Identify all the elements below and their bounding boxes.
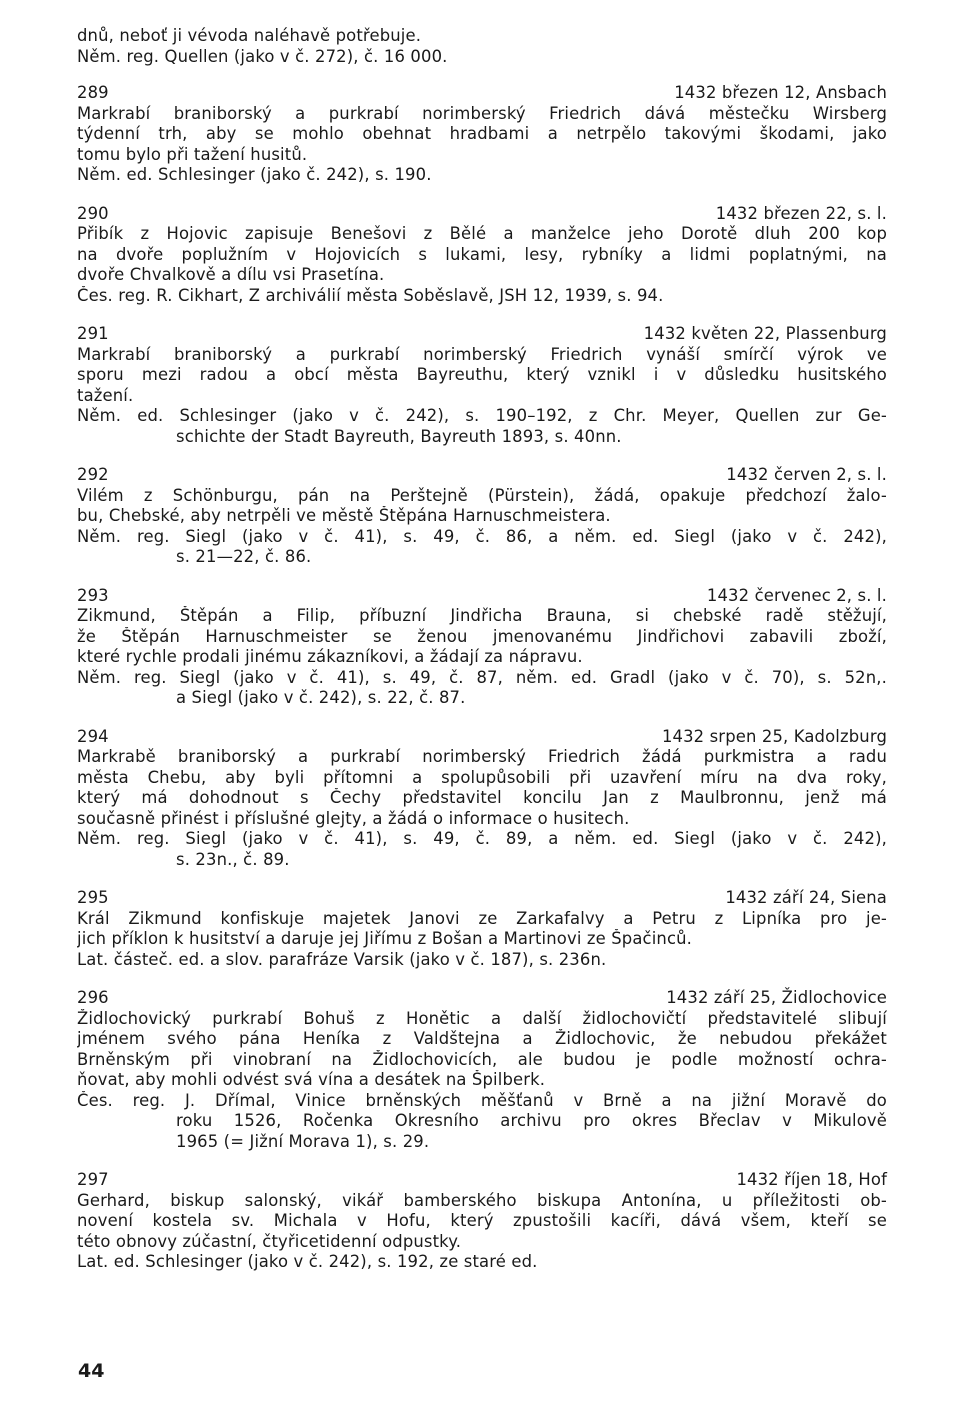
- entries-list: [77, 83, 887, 1273]
- entry-reference-line: Čes. reg. J. Dřímal, Vinice brněnských měšťanů v Brně a na jižní Moravě do: [77, 1090, 887, 1110]
- entry-body-line: jich příklon k husitství a daruje jej Jiřímu z Bošan a Martinovi ze Špačinců.: [77, 929, 693, 948]
- entry-body: [77, 1009, 887, 1091]
- entry-header: [77, 727, 887, 748]
- entry-body-line: Zikmund, Štěpán a Filip, příbuzní Jindřicha Brauna, si chebské radě stěžují,: [77, 606, 887, 625]
- entry-body-line: Markrabě braniborský a purkrabí norimberský Friedrich žádá purkmistra a radu: [77, 747, 887, 766]
- entry-number: 293: [77, 585, 109, 605]
- entry-number: 296: [77, 988, 109, 1007]
- entry-body-line: že Štěpán Harnuschmeister se ženou jmenovanému Jindřichovi zabavili zboží,: [77, 626, 887, 646]
- entry-date-place: 1432 červen 2, s. l.: [726, 465, 887, 484]
- regest-entry: [77, 83, 887, 186]
- entry-date-place: 1432 říjen 18, Hof: [736, 1170, 887, 1189]
- entry-body-line: Gerhard, biskup salonský, vikář bamberského biskupa Antonína, u příležitosti ob-: [77, 1190, 887, 1210]
- entry-body-line: dvoře Chvalkově a dílu vsi Prasetína.: [77, 265, 385, 284]
- entry-date-place: 1432 březen 12, Ansbach: [674, 83, 887, 102]
- entry-reference-line: a Siegl (jako v č. 242), s. 22, č. 87.: [176, 688, 466, 707]
- entry-body-line: Vilém z Schönburgu, pán na Perštejně (Pürstein), žádá, opakuje předchozí žalo-: [77, 485, 887, 505]
- entry-reference-line: Něm. ed. Schlesinger (jako č. 242), s. 190.: [77, 165, 432, 184]
- entry-body: [77, 345, 887, 407]
- entry-body-line: které rychle prodali jinému zákazníkovi, a žádají za nápravu.: [77, 647, 583, 666]
- entry-number: 295: [77, 888, 109, 907]
- entry-date-place: 1432 březen 22, s. l.: [715, 203, 887, 223]
- entry-number: 292: [77, 465, 109, 484]
- entry-reference-line: Něm. reg. Siegl (jako v č. 41), s. 49, č. 89, a něm. ed. Siegl (jako v č. 242),: [77, 829, 887, 848]
- entry-date-place: 1432 květen 22, Plassenburg: [643, 324, 887, 343]
- intro-text: [77, 26, 887, 67]
- entry-references: [77, 165, 887, 186]
- regest-entry: [77, 586, 887, 709]
- entry-body-line: novení kostela sv. Michala v Hofu, který zpustošili kacíři, dává všem, kteří se: [77, 1211, 887, 1230]
- entry-reference-line: 1965 (= Jižní Morava 1), s. 29.: [176, 1131, 430, 1151]
- entry-body-line: bu, Chebské, aby netrpěli ve městě Štěpána Harnuschmeistera.: [77, 506, 611, 525]
- entry-references: [77, 406, 887, 447]
- entry-header: [77, 1170, 887, 1191]
- entry-body: [77, 606, 887, 668]
- entry-body-line: který má dohodnout s Čechy představitel koncilu Jan z Maulbronnu, jenž má: [77, 788, 887, 807]
- regest-entry: [77, 204, 887, 307]
- entry-body-line: Přibík z Hojovic zapisuje Benešovi z Bělé a manželce jeho Dorotě dluh 200 kop: [77, 224, 887, 243]
- entry-references: [77, 668, 887, 709]
- entry-body-line: Brněnským při vinobraní na Židlochovicích, ale budou je podle možností ochra-: [77, 1049, 887, 1069]
- entry-body-line: sporu mezi radou a obcí města Bayreuthu, který vznikl i v důsledku husitského: [77, 365, 887, 384]
- intro-line: dnů, neboť ji vévoda naléhavě potřebuje.: [77, 26, 422, 45]
- entry-references: [77, 1091, 887, 1153]
- entry-header: [77, 204, 887, 225]
- page-number: 44: [78, 1360, 105, 1382]
- entry-date-place: 1432 září 24, Siena: [725, 888, 887, 907]
- entry-reference-line: roku 1526, Ročenka Okresního archivu pro okres Břeclav v Mikulově: [176, 1111, 887, 1130]
- entry-body: [77, 1191, 887, 1253]
- entry-reference-line: Něm. ed. Schlesinger (jako v č. 242), s. 190–192, z Chr. Meyer, Quellen zur Ge-: [77, 406, 887, 425]
- regest-entry: [77, 324, 887, 447]
- entry-body: [77, 747, 887, 829]
- entry-reference-line: Něm. reg. Siegl (jako v č. 41), s. 49, č. 87, něm. ed. Gradl (jako v č. 70), s. 52n,.: [77, 667, 887, 687]
- entry-header: [77, 83, 887, 104]
- entry-header: [77, 324, 887, 345]
- entry-body-line: Markrabí braniborský a purkrabí norimberský Friedrich vynáší smírčí výrok ve: [77, 344, 887, 364]
- entry-body: [77, 224, 887, 286]
- entry-body: [77, 104, 887, 166]
- entry-body-line: tomu bylo při tažení husitů.: [77, 144, 308, 164]
- entry-references: [77, 950, 887, 971]
- entry-body: [77, 486, 887, 527]
- entry-body-line: ňovat, aby mohli odvést svá vína a desátek na Špilberk.: [77, 1070, 546, 1089]
- entry-date-place: 1432 září 25, Židlochovice: [666, 988, 887, 1007]
- entry-header: [77, 586, 887, 607]
- entry-body-line: této obnovy zúčastní, čtyřicetidenní odpustky.: [77, 1231, 462, 1251]
- entry-body-line: týdenní trh, aby se mohlo obehnat hradbami a netrpělo takovými škodami, jako: [77, 124, 887, 143]
- entry-references: [77, 829, 887, 870]
- entry-body: [77, 909, 887, 950]
- regest-entry: [77, 1170, 887, 1273]
- entry-reference-line: Lat. částeč. ed. a slov. parafráze Varsik (jako v č. 187), s. 236n.: [77, 949, 607, 969]
- entry-references: [77, 1252, 887, 1273]
- document-page: [77, 26, 887, 1291]
- entry-header: [77, 465, 887, 486]
- entry-reference-line: Lat. ed. Schlesinger (jako v č. 242), s. 192, ze staré ed.: [77, 1252, 538, 1271]
- intro-line: Něm. reg. Quellen (jako v č. 272), č. 16 000.: [77, 46, 448, 66]
- regest-entry: [77, 727, 887, 871]
- entry-reference-line: schichte der Stadt Bayreuth, Bayreuth 1893, s. 40nn.: [176, 426, 622, 446]
- entry-body-line: Markrabí braniborský a purkrabí norimberský Friedrich dává městečku Wirsberg: [77, 103, 887, 123]
- regest-entry: [77, 888, 887, 970]
- entry-number: 297: [77, 1170, 109, 1189]
- entry-body-line: města Chebu, aby byli přítomni a spolupůsobili při uzavření míru na dva roky,: [77, 767, 887, 787]
- entry-header: [77, 888, 887, 909]
- entry-references: [77, 527, 887, 568]
- entry-reference-line: s. 23n., č. 89.: [176, 849, 290, 869]
- entry-body-line: současně přinést i příslušné glejty, a žádá o informace o husitech.: [77, 808, 630, 828]
- entry-reference-line: Něm. reg. Siegl (jako v č. 41), s. 49, č. 86, a něm. ed. Siegl (jako v č. 242),: [77, 526, 887, 546]
- entry-date-place: 1432 srpen 25, Kadolzburg: [661, 726, 887, 746]
- entry-reference-line: Čes. reg. R. Cikhart, Z archiválií města Soběslavě, JSH 12, 1939, s. 94.: [77, 285, 664, 305]
- entry-body-line: Král Zikmund konfiskuje majetek Janovi ze Zarkafalvy a Petru z Lipníka pro je-: [77, 908, 887, 928]
- entry-body-line: jménem svého pána Heníka z Valdštejna a Židlochovic, že nebudou překážet: [77, 1029, 887, 1048]
- entry-number: 291: [77, 324, 109, 343]
- entry-number: 290: [77, 203, 109, 223]
- entry-number: 289: [77, 83, 109, 102]
- entry-body-line: tažení.: [77, 385, 134, 405]
- entry-body-line: Židlochovický purkrabí Bohuš z Honětic a další židlochovičtí představitelé slibují: [77, 1008, 887, 1028]
- regest-entry: [77, 988, 887, 1152]
- entry-header: [77, 988, 887, 1009]
- entry-date-place: 1432 červenec 2, s. l.: [706, 585, 887, 605]
- entry-references: [77, 286, 887, 307]
- entry-reference-line: s. 21—22, č. 86.: [176, 547, 312, 566]
- regest-entry: [77, 465, 887, 568]
- entry-body-line: na dvoře poplužním v Hojovicích s lukami, lesy, rybníky a lidmi poplatnými, na: [77, 244, 887, 264]
- entry-number: 294: [77, 726, 109, 746]
